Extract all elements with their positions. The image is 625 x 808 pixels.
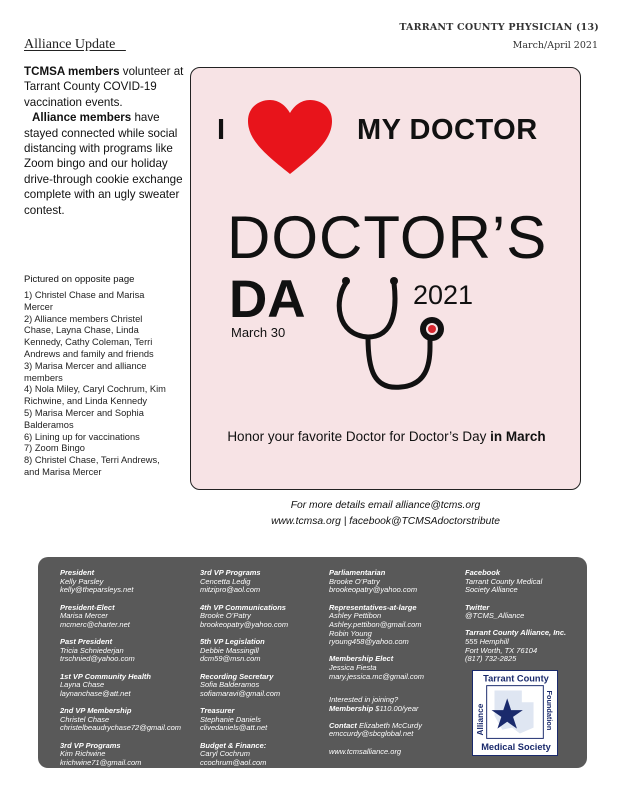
officer-email: brookeopatry@yahoo.com (200, 619, 289, 629)
officer-email: kelly@theparsleys.net (60, 585, 134, 595)
honor-text-bold: in March (490, 429, 546, 444)
da-heading: DA (229, 270, 306, 329)
officer-role: 5th VP Legislation (200, 637, 265, 646)
intro-bold-1: TCMSA members (24, 65, 120, 78)
officer-entry (60, 742, 200, 768)
facebook-line: Society Alliance (465, 585, 518, 595)
intro-bold-2: Alliance members (32, 111, 132, 125)
contact-name: Elizabeth McCurdy (356, 720, 422, 730)
intro-rest-1: volunteer at Tarrant County COVID-19 vaccination events. (24, 65, 184, 109)
officer-role: Recording Secretary (200, 671, 274, 681)
officer-entry (200, 742, 330, 768)
officer-name: Robin Young (329, 628, 372, 638)
officer-role: 3rd VP Programs (200, 568, 261, 577)
officer-role: 4th VP Communications (200, 602, 286, 612)
directory-column-2 (200, 569, 330, 776)
officer-email: mary.jessica.mc@gmail.com (329, 671, 424, 681)
officer-role: 1st VP Community Health (60, 671, 151, 681)
officer-role: President (60, 568, 95, 577)
officer-entry (329, 604, 459, 648)
pictures-heading: Pictured on opposite page (24, 274, 135, 285)
intro-paragraph-2 (24, 110, 186, 218)
doctors-heading: DOCTOR’S (227, 204, 548, 271)
officer-role: Representatives-at-large (329, 602, 417, 612)
intro-text (24, 64, 186, 218)
intro-rest-2: have stayed connected while social distancing with programs like Zoom bingo and our holiday drive-through cookie exchange complete with an ugly sweater contest. (24, 111, 183, 217)
officer-role: Past President (60, 637, 113, 646)
officer-entry (60, 673, 200, 699)
pictures-list (24, 290, 174, 479)
contact-email: emccurdy@sbcglobal.net (329, 729, 414, 739)
officer-name: Cencetta Ledig (200, 576, 251, 586)
list-item: 8) Christel Chase, Terri Andrews, and Marisa Mercer (24, 455, 160, 477)
address-line: (817) 732-2825 (465, 654, 517, 664)
officer-email: ccochrum@aol.com (200, 757, 267, 767)
directory-column-4 (465, 569, 580, 673)
officer-name: Brooke O’Patry (200, 611, 251, 621)
officer-email: mitzipro@aol.com (200, 585, 261, 595)
website-link[interactable] (329, 748, 459, 757)
section-title: Alliance Update (24, 37, 126, 52)
officer-entry (329, 655, 459, 681)
officer-role: Parliamentarian (329, 568, 386, 577)
officer-role: President-Elect (60, 602, 115, 612)
stethoscope-icon (326, 265, 456, 395)
twitter-handle: @TCMS_Alliance (465, 611, 525, 621)
officer-entry (200, 604, 330, 630)
join-question: Interested in joining? (329, 694, 399, 704)
officer-name: Christel Chase (60, 714, 110, 724)
facebook-info (465, 569, 580, 595)
officer-entry (60, 638, 200, 664)
directory-column-3 (329, 569, 459, 765)
promo-year: 2021 (413, 280, 474, 310)
officer-role: 3rd VP Programs (60, 740, 121, 750)
list-item: 6) Lining up for vaccinations (24, 431, 140, 442)
list-item: 2) Alliance members Christel Chase, Layna Chase, Linda Kennedy, Cathy Coleman, Terri Andrews and family and friends (24, 313, 154, 359)
doctors-day-card (190, 67, 581, 490)
membership-price (329, 705, 459, 714)
honor-text (191, 429, 582, 444)
officer-role: 2nd VP Membership (60, 706, 132, 715)
officer-email: mcmerc@charter.net (60, 619, 130, 629)
officer-email: trschnied@yahoo.com (60, 654, 135, 664)
officer-name: Kelly Parsley (60, 576, 104, 586)
officer-entry (60, 604, 200, 630)
officer-name: Layna Chase (60, 680, 105, 690)
logo-bottom-text: Medical Society (481, 742, 551, 753)
officer-name: Ashley Pettibon (329, 611, 382, 621)
publication-title: TARRANT COUNTY PHYSICIAN (13) (399, 22, 599, 33)
officer-name: Stephanie Daniels (200, 714, 261, 724)
logo-left-text: Alliance (474, 703, 485, 736)
officer-email: krichwine71@gmail.com (60, 757, 142, 767)
membership-amount: $110.00/year (373, 703, 419, 713)
details-email-line: For more details email alliance@tcms.org (290, 500, 481, 511)
honor-text-main: Honor your favorite Doctor for Doctor’s Day (227, 429, 491, 444)
membership-label: Membership (329, 703, 374, 713)
details-links-line: www.tcmsa.org | facebook@TCMSAdoctorstribute (271, 516, 500, 527)
facebook-label: Facebook (465, 568, 501, 577)
facebook-line: Tarrant County Medical (465, 576, 543, 586)
officer-email: dcm59@msn.com (200, 654, 261, 664)
tcms-alliance-logo (472, 670, 558, 756)
officer-name: Brooke O’Patry (329, 576, 380, 586)
officer-name: Marisa Mercer (60, 611, 108, 621)
officer-name: Debbie Massingill (200, 645, 259, 655)
officer-email: laynanchase@att.net (60, 688, 131, 698)
officer-entry (200, 707, 330, 733)
officer-entry (329, 569, 459, 595)
website-text[interactable]: www.tcmsalliance.org (329, 746, 402, 756)
officer-role: Budget & Finance: (200, 740, 267, 750)
list-item: 3) Marisa Mercer and alliance members (24, 360, 147, 383)
address-line: 555 Hemphill (465, 637, 509, 646)
officer-email: sofiamaravi@gmail.com (200, 688, 281, 698)
list-item: 4) Nola Miley, Caryl Cochrum, Kim Richwine, and Linda Kennedy (24, 384, 166, 407)
officer-email: Ashley.pettibon@gmail.com (329, 619, 422, 629)
officer-entry (200, 569, 330, 595)
officer-email: christelbeaudrychase72@gmail.com (60, 723, 182, 733)
address-info (465, 629, 580, 664)
contact-label: Contact (329, 720, 357, 730)
officer-name: Sofia Balderamos (200, 680, 260, 690)
promo-my-doctor: MY DOCTOR (357, 114, 538, 146)
officer-email: brookeopatry@yahoo.com (329, 585, 418, 595)
officer-entry (60, 569, 200, 595)
address-line: Fort Worth, TX 76104 (465, 645, 538, 655)
logo-right-text: Foundation (545, 690, 555, 731)
issue-date: March/April 2021 (512, 40, 598, 51)
officer-role: Treasurer (200, 706, 235, 715)
promo-i-text: I (217, 114, 226, 146)
logo-top-text: Tarrant County (483, 673, 549, 684)
officer-entry (60, 707, 200, 733)
contact-info (329, 722, 459, 739)
list-item: 7) Zoom Bingo (24, 443, 85, 454)
intro-paragraph-1 (24, 64, 186, 110)
officer-name: Caryl Cochrum (200, 749, 251, 759)
list-item: 1) Christel Chase and Marisa Mercer (24, 290, 145, 312)
officer-role: Membership Elect (329, 654, 394, 664)
address-label: Tarrant County Alliance, Inc. (465, 628, 567, 638)
directory-column-1 (60, 569, 200, 776)
list-item: 5) Marisa Mercer and Sophia Balderamos (24, 407, 144, 430)
officer-entry (200, 638, 330, 664)
heart-icon (245, 98, 335, 178)
officer-entry (200, 673, 330, 699)
officer-email: clivedaniels@att.net (200, 723, 268, 733)
officer-name: Tricia Schniederjan (60, 645, 124, 655)
promo-date: March 30 (231, 325, 286, 340)
officer-directory (38, 557, 587, 768)
officer-name: Kim Richwine (60, 749, 106, 759)
officer-name: Jessica Fiesta (329, 663, 377, 673)
twitter-label: Twitter (465, 602, 490, 612)
twitter-info (465, 604, 580, 621)
officer-email: ryoung458@yahoo.com (329, 637, 409, 647)
join-info (329, 696, 459, 713)
